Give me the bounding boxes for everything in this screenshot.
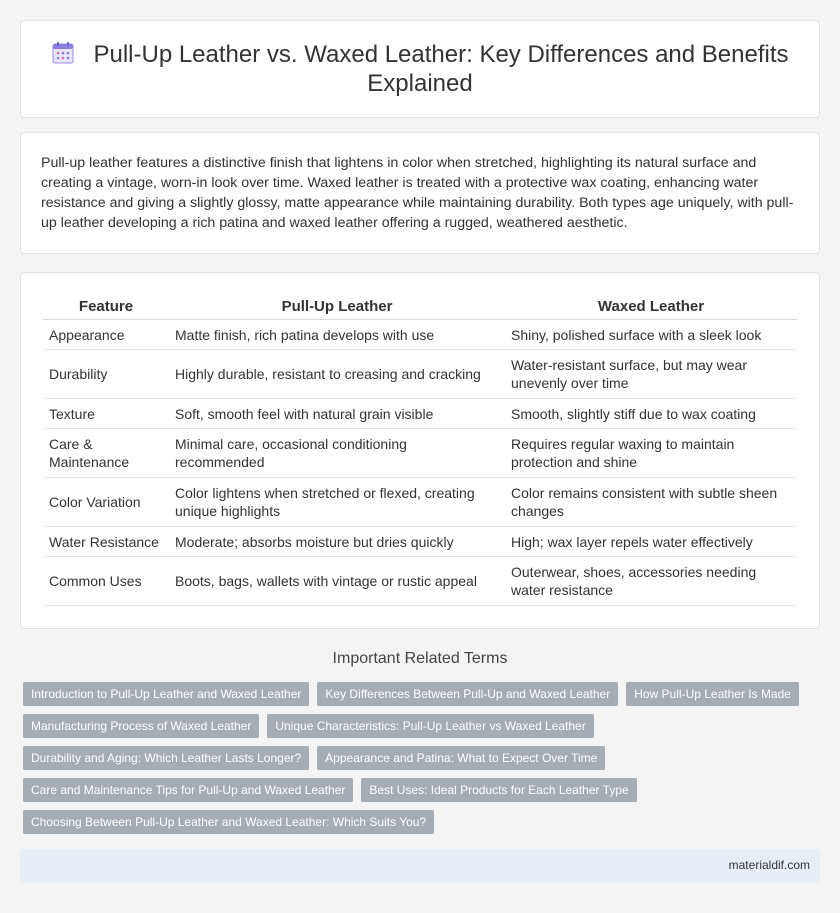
pull-up-cell: Soft, smooth feel with natural grain visible: [169, 399, 505, 429]
waxed-cell: Water-resistant surface, but may wear unevenly over time: [505, 350, 797, 399]
table-row: [43, 350, 797, 399]
table-row: [43, 478, 797, 527]
page-title-text: Pull-Up Leather vs. Waxed Leather: Key Differences and Benefits Explained: [93, 41, 789, 97]
feature-cell: Texture: [43, 399, 169, 429]
table-row: [43, 557, 797, 606]
comparison-table: [43, 295, 797, 606]
calendar-grid-icon: [51, 41, 75, 65]
intro-card: [20, 132, 820, 254]
related-term-link[interactable]: Choosing Between Pull-Up Leather and Waxed Leather: Which Suits You?: [23, 810, 434, 834]
feature-cell: Care & Maintenance: [43, 429, 169, 478]
related-term-link[interactable]: Durability and Aging: Which Leather Lasts Longer?: [23, 746, 309, 770]
table-header-row: [43, 295, 797, 320]
related-term-link[interactable]: Appearance and Patina: What to Expect Over Time: [317, 746, 605, 770]
table-row: [43, 527, 797, 557]
waxed-cell: Outerwear, shoes, accessories needing water resistance: [505, 557, 797, 606]
related-term-link[interactable]: Manufacturing Process of Waxed Leather: [23, 714, 259, 738]
header-waxed-leather: Waxed Leather: [505, 295, 797, 320]
waxed-cell: Color remains consistent with subtle sheen changes: [505, 478, 797, 527]
intro-paragraph: Pull-up leather features a distinctive finish that lightens in color when stretched, highlighting its natural surface and creating a vintage, worn-in look over time. Waxed leather is treated with a protective wax coating, enhancing water resistance and giving a slightly glossy, matte appearance while maintaining durability. Both types age uniquely, with pull-up leather developing a rich patina and waxed leather offering a rugged, weathered aesthetic.: [41, 155, 794, 231]
pull-up-cell: Color lightens when stretched or flexed, creating unique highlights: [169, 478, 505, 527]
related-term-link[interactable]: Key Differences Between Pull-Up and Waxed Leather: [317, 682, 618, 706]
related-term-link[interactable]: Introduction to Pull-Up Leather and Waxed Leather: [23, 682, 309, 706]
comparison-table-card: [20, 272, 820, 629]
table-row: [43, 429, 797, 478]
waxed-cell: High; wax layer repels water effectively: [505, 527, 797, 557]
header-pull-up-leather: Pull-Up Leather: [169, 295, 505, 320]
feature-cell: Common Uses: [43, 557, 169, 606]
page-title: [51, 40, 789, 98]
pull-up-cell: Matte finish, rich patina develops with use: [169, 320, 505, 350]
footer-bar: [20, 849, 820, 882]
feature-cell: Water Resistance: [43, 527, 169, 557]
header-feature: Feature: [43, 295, 169, 320]
pull-up-cell: Moderate; absorbs moisture but dries quickly: [169, 527, 505, 557]
waxed-cell: Smooth, slightly stiff due to wax coating: [505, 399, 797, 429]
related-terms-list: [23, 682, 823, 834]
waxed-cell: Shiny, polished surface with a sleek look: [505, 320, 797, 350]
feature-cell: Color Variation: [43, 478, 169, 527]
related-terms-title: Important Related Terms: [332, 650, 508, 667]
table-row: [43, 399, 797, 429]
related-term-link[interactable]: How Pull-Up Leather Is Made: [626, 682, 799, 706]
feature-cell: Durability: [43, 350, 169, 399]
header-card: [20, 20, 820, 118]
pull-up-cell: Minimal care, occasional conditioning recommended: [169, 429, 505, 478]
footer-site-link[interactable]: materialdif.com: [728, 858, 810, 872]
pull-up-cell: Boots, bags, wallets with vintage or rustic appeal: [169, 557, 505, 606]
related-term-link[interactable]: Care and Maintenance Tips for Pull-Up and Waxed Leather: [23, 778, 353, 802]
waxed-cell: Requires regular waxing to maintain protection and shine: [505, 429, 797, 478]
feature-cell: Appearance: [43, 320, 169, 350]
related-term-link[interactable]: Unique Characteristics: Pull-Up Leather vs Waxed Leather: [267, 714, 593, 738]
related-term-link[interactable]: Best Uses: Ideal Products for Each Leather Type: [361, 778, 636, 802]
pull-up-cell: Highly durable, resistant to creasing and cracking: [169, 350, 505, 399]
table-row: [43, 320, 797, 350]
